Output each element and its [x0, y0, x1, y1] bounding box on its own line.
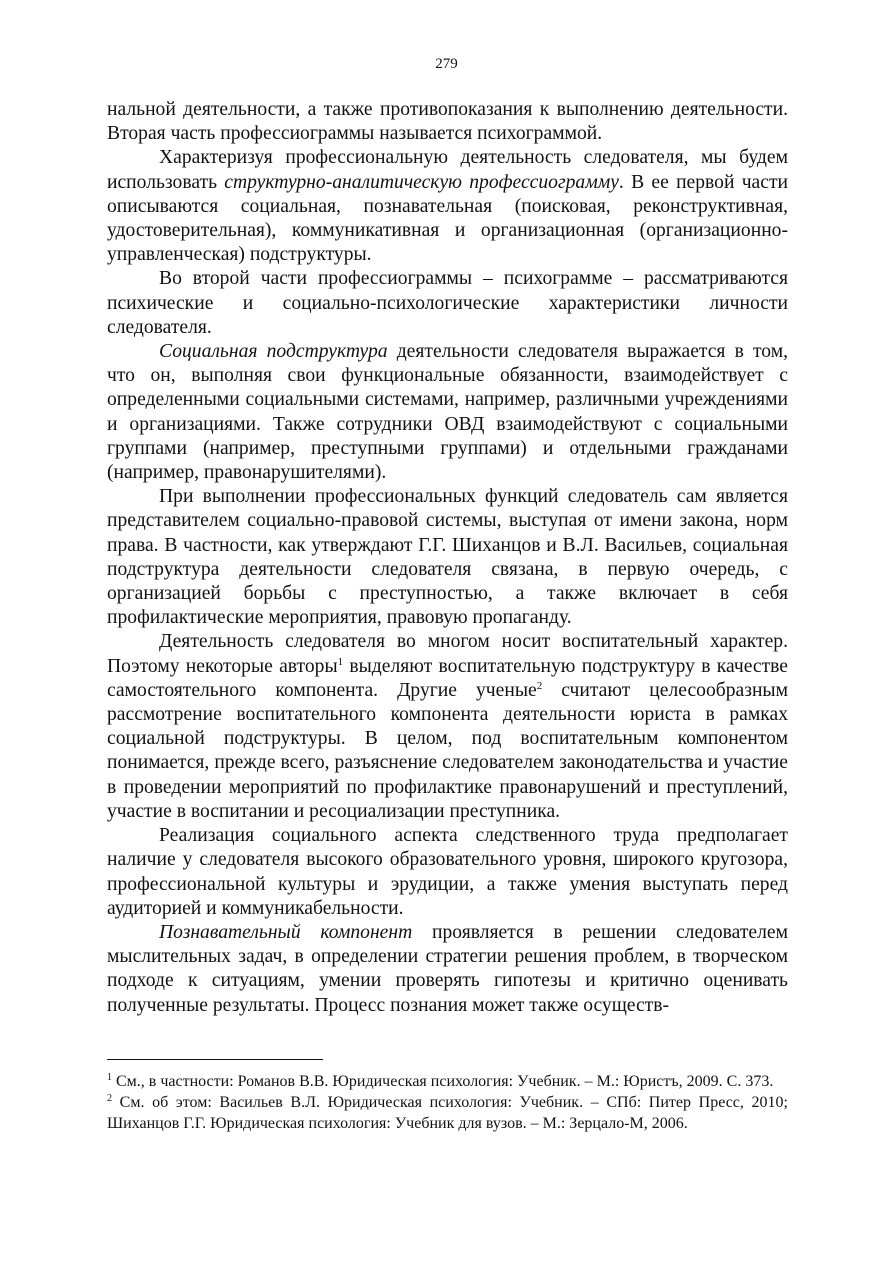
- paragraph-2-text-b: . В ее первой части описываются социальная, познавательная (поисковая, реконструктивная, удостоверительная), коммуникативная и организационная (организационно-управленческая) подструктуры.: [107, 171, 788, 266]
- footnote-ref-2[interactable]: 2: [536, 679, 543, 692]
- footnote-2-text: См. об этом: Васильев В.Л. Юридическая психология: Учебник. – СПб: Питер Пресс, 2010; Шиханцов Г.Г. Юридическая психология: Учебник для вузов. – М.: Зерцало-М, 2006.: [107, 1094, 788, 1132]
- footnote-1: [107, 1071, 788, 1092]
- term-social-substructure: Социальная подструктура: [159, 341, 388, 363]
- paragraph-6: [107, 630, 788, 824]
- paragraph-6-text-b: выделяют воспитательную подструктуру в качестве самостоятельного компонента. Другие ученые: [107, 655, 789, 701]
- footnotes: [107, 1071, 788, 1134]
- term-structural-analytic-professiogram: структурно-аналитическую профессиограмму: [224, 171, 619, 193]
- paragraph-8-text: проявляется в решении следователем мыслительных задач, в определении стратегии решения проблем, в творческом подходе к ситуациям, умении проверять гипотезы и критично оценивать полученные результаты. Процесс познания может также осуществ-: [107, 921, 788, 1016]
- paragraph-5: При выполнении профессиональных функций следователь сам является представителем социально-правовой системы, выступая от имени закона, норм права. В частности, как утверждают Г.Г. Шиханцов и В.Л. Васильев, социальная подструктура деятельности следователя связана, в первую очередь, с организацией борьбы с преступностью, а также включает в себя профилактические мероприятия, правовую пропаганду.: [107, 486, 788, 629]
- paragraph-4-text: деятельности следователя выражается в том, что он, выполняя свои функциональные обязанности, взаимодействует с определенными социальными системами, например, различными учреждениями и организациями. Также сотрудники ОВД взаимодействуют с социальными группами (например, преступными группами) и отдельными гражданами (например, правонарушителями).: [107, 341, 788, 484]
- paragraph-4: [107, 340, 788, 485]
- page-number: 279: [435, 56, 458, 72]
- paragraph-2-text-a: Характеризуя профессиональную деятельность следователя, мы будем использовать: [107, 147, 788, 193]
- paragraph-6-text-a: Деятельность следователя во многом носит воспитательный характер. Поэтому некоторые авторы: [107, 631, 788, 677]
- term-cognitive-component: Познавательный компонент: [159, 921, 413, 943]
- footnote-1-marker: 1: [107, 1072, 112, 1083]
- paragraph-8: [107, 921, 788, 1018]
- paragraph-7: Реализация социального аспекта следственного труда предполагает наличие у следователя высокого образовательного уровня, широкого кругозора, профессиональной культуры и эрудиции, а также умения выступать перед аудиторией и коммуникабельности.: [107, 825, 788, 919]
- footnote-divider: [107, 1059, 323, 1060]
- footnote-ref-1[interactable]: 1: [337, 655, 344, 668]
- paragraph-1: нальной деятельности, а также противопоказания к выполнению деятельности. Вторая часть профессиограммы называется психограммой.: [107, 99, 788, 145]
- footnote-2-marker: 2: [107, 1093, 112, 1104]
- paragraph-2: [107, 146, 788, 267]
- paragraph-6-text-c: считают целесообразным рассмотрение воспитательного компонента деятельности юриста в рамках социальной подструктуры. В целом, под воспитательным компонентом понимается, прежде всего, разъяснение следователем законодательства и участие в проведении мероприятий по профилактике правонарушений и преступлений, участие в воспитании и ресоциализации преступника.: [107, 679, 788, 822]
- paragraph-3: Во второй части профессиограммы – психограмме – рассматриваются психические и социально-психологические характеристики личности следователя.: [107, 268, 788, 338]
- body-text: [107, 98, 788, 1018]
- footnote-1-text: См., в частности: Романов В.В. Юридическая психология: Учебник. – М.: Юристъ, 2009. С. 373.: [112, 1073, 774, 1090]
- footnote-2: [107, 1092, 788, 1134]
